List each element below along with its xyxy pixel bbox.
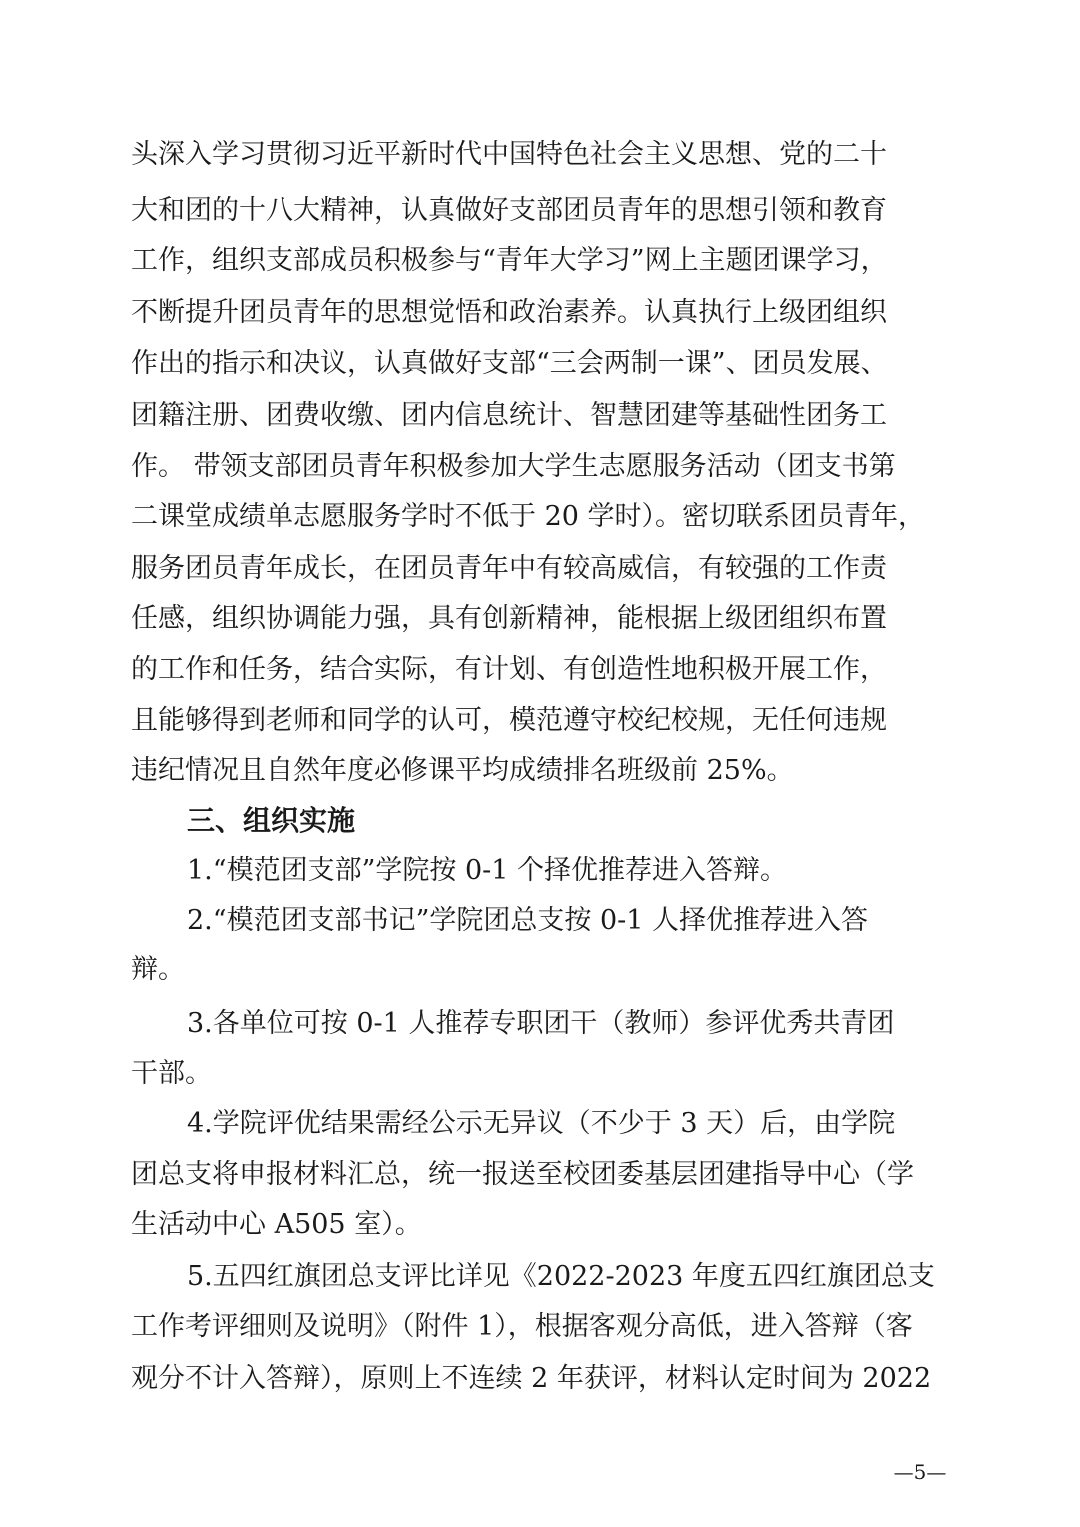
item-line-9: 5.五四红旗团总支评比详见《2022-2023 年度五四红旗团总支: [187, 1261, 935, 1292]
body-line-5: 作出的指示和决议，认真做好支部“三会两制一课”、团员发展、: [131, 348, 888, 379]
body-line-6: 团籍注册、团费收缴、团内信息统计、智慧团建等基础性团务工: [131, 400, 887, 431]
body-line-8: 二课堂成绩单志愿服务学时不低于 20 学时）。密切联系团员青年，: [131, 501, 926, 532]
page-number: —5—: [893, 1460, 947, 1484]
item-line-4: 3.各单位可按 0-1 人推荐专职团干（教师）参评优秀共青团: [187, 1008, 895, 1039]
body-line-12: 且能够得到老师和同学的认可，模范遵守校纪校规，无任何违规: [131, 705, 887, 736]
item-line-1: 1.“模范团支部”学院按 0-1 个择优推荐进入答辩。: [187, 855, 788, 886]
body-line-9: 服务团员青年成长，在团员青年中有较高威信，有较强的工作责: [131, 553, 887, 584]
body-line-3: 工作，组织支部成员积极参与“青年大学习”网上主题团课学习，: [131, 245, 888, 276]
item-line-7: 团总支将申报材料汇总，统一报送至校团委基层团建指导中心（学: [131, 1159, 914, 1190]
section-heading: 三、组织实施: [187, 804, 356, 837]
body-line-13: 违纪情况且自然年度必修课平均成绩排名班级前 25%。: [131, 755, 794, 786]
item-line-6: 4.学院评优结果需经公示无异议（不少于 3 天）后，由学院: [187, 1108, 896, 1139]
body-line-10: 任感，组织协调能力强，具有创新精神，能根据上级团组织布置: [131, 603, 887, 634]
body-line-11: 的工作和任务，结合实际，有计划、有创造性地积极开展工作，: [131, 654, 887, 685]
item-line-11: 观分不计入答辩），原则上不连续 2 年获评，材料认定时间为 2022: [131, 1363, 932, 1394]
body-line-1: 头深入学习贯彻习近平新时代中国特色社会主义思想、党的二十: [131, 139, 887, 170]
item-line-3: 辩。: [131, 954, 185, 985]
item-line-8: 生活动中心 A505 室）。: [131, 1209, 422, 1240]
body-line-4: 不断提升团员青年的思想觉悟和政治素养。认真执行上级团组织: [131, 297, 887, 328]
item-line-10: 工作考评细则及说明》（附件 1），根据客观分高低，进入答辩（客: [131, 1311, 913, 1342]
item-line-5: 干部。: [131, 1058, 212, 1089]
body-line-7: 作。 带领支部团员青年积极参加大学生志愿服务活动（团支书第: [131, 451, 896, 482]
body-line-2: 大和团的十八大精神，认真做好支部团员青年的思想引领和教育: [131, 195, 887, 226]
item-line-2: 2.“模范团支部书记”学院团总支按 0-1 人择优推荐进入答: [187, 905, 869, 936]
